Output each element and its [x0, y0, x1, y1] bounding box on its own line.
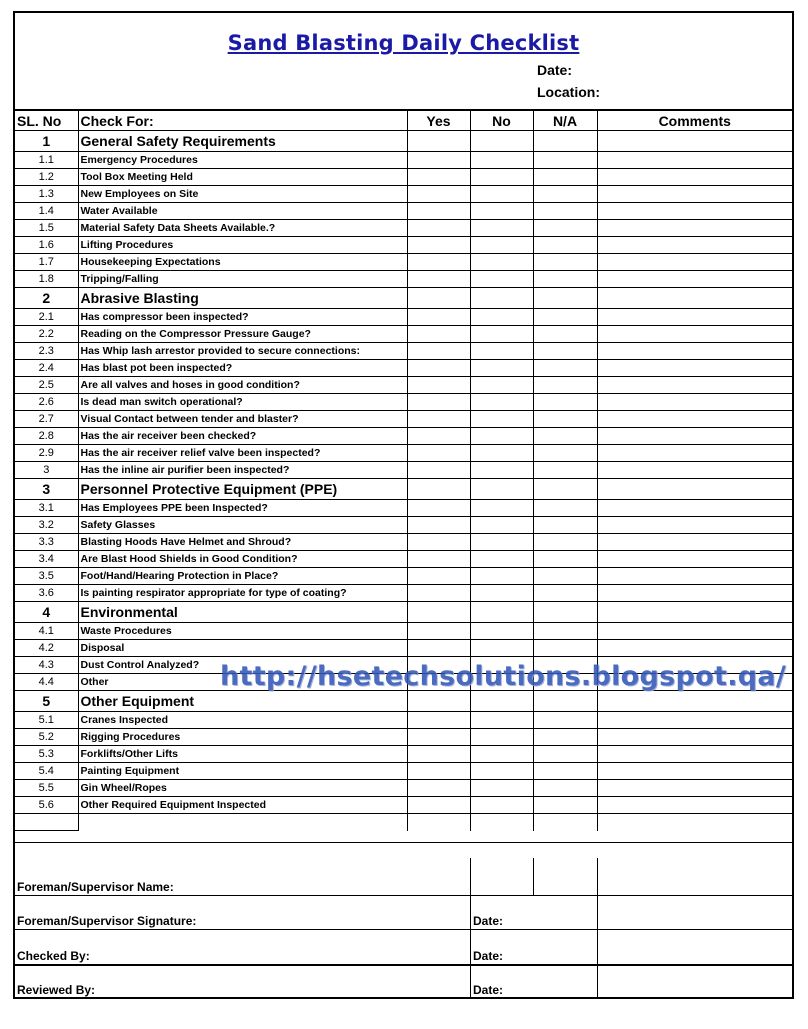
checklist-item-row [15, 797, 792, 814]
item-no-cell[interactable] [470, 309, 533, 326]
item-yes-cell[interactable] [407, 746, 470, 763]
item-text: Has blast pot been inspected? [78, 360, 407, 377]
item-number: 1.5 [15, 220, 78, 237]
checklist-item-row [15, 534, 792, 551]
item-comments-cell[interactable] [597, 377, 792, 394]
item-na-cell[interactable] [533, 640, 597, 657]
section-number: 4 [15, 602, 78, 623]
item-yes-cell[interactable] [407, 411, 470, 428]
blank-row [15, 814, 792, 831]
checklist-item-row [15, 462, 792, 479]
item-comments-cell[interactable] [597, 712, 792, 729]
item-comments-cell[interactable] [597, 534, 792, 551]
item-no-cell[interactable] [470, 763, 533, 780]
signoff-divider-comments [597, 858, 598, 997]
section-title: Environmental [78, 602, 407, 623]
item-no-cell[interactable] [470, 445, 533, 462]
section-comments-cell[interactable] [597, 691, 792, 712]
checklist-item-row [15, 623, 792, 640]
section-header-row [15, 131, 792, 152]
checklist-item-row [15, 169, 792, 186]
item-text: Rigging Procedures [78, 729, 407, 746]
item-text: Has the inline air purifier been inspected? [78, 462, 407, 479]
checklist-item-row [15, 746, 792, 763]
item-text: Forklifts/Other Lifts [78, 746, 407, 763]
signoff-foreman-name-row [15, 842, 792, 896]
item-no-cell[interactable] [470, 377, 533, 394]
item-comments-cell[interactable] [597, 568, 792, 585]
item-yes-cell[interactable] [407, 343, 470, 360]
item-number: 5.3 [15, 746, 78, 763]
item-number: 5.5 [15, 780, 78, 797]
item-text: Safety Glasses [78, 517, 407, 534]
item-number: 3.3 [15, 534, 78, 551]
checked-by-date-label: Date: [473, 949, 504, 963]
item-number: 2.1 [15, 309, 78, 326]
item-yes-cell[interactable] [407, 517, 470, 534]
item-yes-cell[interactable] [407, 534, 470, 551]
item-yes-cell[interactable] [407, 712, 470, 729]
item-text: Disposal [78, 640, 407, 657]
item-number: 4.2 [15, 640, 78, 657]
item-text: Dust Control Analyzed? [78, 657, 407, 674]
item-text: Cranes Inspected [78, 712, 407, 729]
section-no-cell[interactable] [470, 479, 533, 500]
item-number: 2.3 [15, 343, 78, 360]
item-number: 5.4 [15, 763, 78, 780]
item-yes-cell[interactable] [407, 623, 470, 640]
item-yes-cell[interactable] [407, 220, 470, 237]
item-comments-cell[interactable] [597, 623, 792, 640]
item-no-cell[interactable] [470, 220, 533, 237]
checklist-item-row [15, 377, 792, 394]
item-number: 4.1 [15, 623, 78, 640]
checklist-item-row [15, 729, 792, 746]
item-number: 2.8 [15, 428, 78, 445]
section-title: Other Equipment [78, 691, 407, 712]
item-na-cell[interactable] [533, 585, 597, 602]
checklist-item-row [15, 203, 792, 220]
item-na-cell[interactable] [533, 517, 597, 534]
item-yes-cell[interactable] [407, 169, 470, 186]
item-na-cell[interactable] [533, 500, 597, 517]
checklist-table [15, 109, 792, 831]
blank-text-cell [78, 814, 407, 831]
item-na-cell[interactable] [533, 411, 597, 428]
checklist-item-row [15, 568, 792, 585]
item-no-cell[interactable] [470, 780, 533, 797]
checklist-item-row [15, 394, 792, 411]
section-na-cell[interactable] [533, 691, 597, 712]
item-na-cell[interactable] [533, 254, 597, 271]
signoff-divider-na [533, 858, 534, 895]
section-title: General Safety Requirements [78, 131, 407, 152]
item-na-cell[interactable] [533, 271, 597, 288]
item-text: Has Whip lash arrestor provided to secure connections: [78, 343, 407, 360]
section-comments-cell[interactable] [597, 602, 792, 623]
section-header-row [15, 479, 792, 500]
checklist-item-row [15, 517, 792, 534]
item-no-cell[interactable] [470, 186, 533, 203]
item-text: Other Required Equipment Inspected [78, 797, 407, 814]
item-text: Tripping/Falling [78, 271, 407, 288]
item-na-cell[interactable] [533, 462, 597, 479]
item-na-cell[interactable] [533, 568, 597, 585]
item-number: 3.2 [15, 517, 78, 534]
item-number: 3.5 [15, 568, 78, 585]
header-location-label: Location: [537, 84, 600, 100]
item-comments-cell[interactable] [597, 428, 792, 445]
section-number: 1 [15, 131, 78, 152]
item-number: 5.2 [15, 729, 78, 746]
item-number: 1.2 [15, 169, 78, 186]
item-number: 5.1 [15, 712, 78, 729]
item-yes-cell[interactable] [407, 309, 470, 326]
item-text: Has the air receiver been checked? [78, 428, 407, 445]
item-number: 2.9 [15, 445, 78, 462]
signoff-divider-date [470, 858, 471, 997]
item-number: 3 [15, 462, 78, 479]
item-yes-cell[interactable] [407, 394, 470, 411]
item-text: Foot/Hand/Hearing Protection in Place? [78, 568, 407, 585]
checklist-item-row [15, 500, 792, 517]
item-na-cell[interactable] [533, 220, 597, 237]
item-no-cell[interactable] [470, 585, 533, 602]
item-text: Is dead man switch operational? [78, 394, 407, 411]
item-comments-cell[interactable] [597, 517, 792, 534]
item-yes-cell[interactable] [407, 360, 470, 377]
item-na-cell[interactable] [533, 534, 597, 551]
section-yes-cell[interactable] [407, 479, 470, 500]
item-comments-cell[interactable] [597, 500, 792, 517]
item-yes-cell[interactable] [407, 326, 470, 343]
item-text: Are Blast Hood Shields in Good Condition? [78, 551, 407, 568]
checklist-item-row [15, 309, 792, 326]
item-yes-cell[interactable] [407, 640, 470, 657]
section-title: Personnel Protective Equipment (PPE) [78, 479, 407, 500]
blank-na-cell[interactable] [533, 814, 597, 831]
item-no-cell[interactable] [470, 623, 533, 640]
checklist-item-row [15, 360, 792, 377]
item-number: 2.6 [15, 394, 78, 411]
checklist-item-row [15, 445, 792, 462]
item-na-cell[interactable] [533, 186, 597, 203]
section-header-row [15, 288, 792, 309]
checklist-sheet [13, 11, 794, 999]
item-na-cell[interactable] [533, 394, 597, 411]
item-no-cell[interactable] [470, 237, 533, 254]
item-no-cell[interactable] [470, 746, 533, 763]
checklist-item-row [15, 343, 792, 360]
section-number: 2 [15, 288, 78, 309]
item-text: Has Employees PPE been Inspected? [78, 500, 407, 517]
item-na-cell[interactable] [533, 237, 597, 254]
item-no-cell[interactable] [470, 534, 533, 551]
section-comments-cell[interactable] [597, 479, 792, 500]
item-yes-cell[interactable] [407, 462, 470, 479]
col-header-no: No [470, 110, 533, 131]
section-title: Abrasive Blasting [78, 288, 407, 309]
item-comments-cell[interactable] [597, 551, 792, 568]
item-number: 1.8 [15, 271, 78, 288]
item-yes-cell[interactable] [407, 254, 470, 271]
item-comments-cell[interactable] [597, 640, 792, 657]
item-no-cell[interactable] [470, 343, 533, 360]
page-title: Sand Blasting Daily Checklist [227, 31, 580, 55]
section-no-cell[interactable] [470, 691, 533, 712]
item-na-cell[interactable] [533, 551, 597, 568]
item-number: 1.6 [15, 237, 78, 254]
blank-no-cell[interactable] [470, 814, 533, 831]
item-yes-cell[interactable] [407, 377, 470, 394]
item-number: 2.5 [15, 377, 78, 394]
item-na-cell[interactable] [533, 445, 597, 462]
item-yes-cell[interactable] [407, 203, 470, 220]
item-number: 5.6 [15, 797, 78, 814]
item-yes-cell[interactable] [407, 186, 470, 203]
item-text: Material Safety Data Sheets Available.? [78, 220, 407, 237]
item-comments-cell[interactable] [597, 729, 792, 746]
item-comments-cell[interactable] [597, 254, 792, 271]
col-header-check-for: Check For: [78, 110, 407, 131]
item-na-cell[interactable] [533, 309, 597, 326]
item-text: Has the air receiver relief valve been inspected? [78, 445, 407, 462]
item-no-cell[interactable] [470, 169, 533, 186]
item-yes-cell[interactable] [407, 729, 470, 746]
checklist-item-row [15, 712, 792, 729]
checklist-item-row [15, 585, 792, 602]
table-header-row [15, 110, 792, 131]
item-text: New Employees on Site [78, 186, 407, 203]
item-yes-cell[interactable] [407, 428, 470, 445]
item-comments-cell[interactable] [597, 780, 792, 797]
item-text: Reading on the Compressor Pressure Gauge? [78, 326, 407, 343]
item-na-cell[interactable] [533, 377, 597, 394]
item-no-cell[interactable] [470, 152, 533, 169]
item-na-cell[interactable] [533, 797, 597, 814]
item-no-cell[interactable] [470, 394, 533, 411]
section-no-cell[interactable] [470, 288, 533, 309]
section-yes-cell[interactable] [407, 288, 470, 309]
item-comments-cell[interactable] [597, 152, 792, 169]
col-header-na: N/A [533, 110, 597, 131]
section-comments-cell[interactable] [597, 288, 792, 309]
checklist-item-row [15, 152, 792, 169]
item-na-cell[interactable] [533, 343, 597, 360]
item-na-cell[interactable] [533, 152, 597, 169]
item-no-cell[interactable] [470, 568, 533, 585]
item-yes-cell[interactable] [407, 237, 470, 254]
item-text: Blasting Hoods Have Helmet and Shroud? [78, 534, 407, 551]
item-no-cell[interactable] [470, 712, 533, 729]
item-comments-cell[interactable] [597, 763, 792, 780]
item-text: Has compressor been inspected? [78, 309, 407, 326]
checklist-item-row [15, 271, 792, 288]
item-na-cell[interactable] [533, 169, 597, 186]
col-header-sl-no: SL. No [15, 110, 78, 131]
item-na-cell[interactable] [533, 712, 597, 729]
item-text: Emergency Procedures [78, 152, 407, 169]
item-yes-cell[interactable] [407, 445, 470, 462]
item-number: 2.7 [15, 411, 78, 428]
item-yes-cell[interactable] [407, 271, 470, 288]
reviewed-by-date-label: Date: [473, 983, 504, 997]
item-yes-cell[interactable] [407, 152, 470, 169]
item-na-cell[interactable] [533, 326, 597, 343]
checklist-item-row [15, 254, 792, 271]
item-no-cell[interactable] [470, 254, 533, 271]
item-comments-cell[interactable] [597, 169, 792, 186]
header-date-label: Date: [537, 62, 573, 78]
item-yes-cell[interactable] [407, 763, 470, 780]
section-yes-cell[interactable] [407, 602, 470, 623]
section-no-cell[interactable] [470, 131, 533, 152]
item-number: 2.2 [15, 326, 78, 343]
item-number: 1.7 [15, 254, 78, 271]
item-no-cell[interactable] [470, 517, 533, 534]
item-comments-cell[interactable] [597, 394, 792, 411]
item-number: 1.1 [15, 152, 78, 169]
section-number: 5 [15, 691, 78, 712]
col-header-yes: Yes [407, 110, 470, 131]
item-comments-cell[interactable] [597, 360, 792, 377]
checklist-item-row [15, 326, 792, 343]
item-comments-cell[interactable] [597, 343, 792, 360]
item-no-cell[interactable] [470, 360, 533, 377]
checklist-item-row [15, 411, 792, 428]
item-na-cell[interactable] [533, 729, 597, 746]
item-comments-cell[interactable] [597, 462, 792, 479]
item-yes-cell[interactable] [407, 568, 470, 585]
item-comments-cell[interactable] [597, 445, 792, 462]
item-no-cell[interactable] [470, 271, 533, 288]
item-number: 1.4 [15, 203, 78, 220]
watermark-url: http://hsetechsolutions.blogspot.qa/ [220, 661, 787, 692]
item-text: Is painting respirator appropriate for type of coating? [78, 585, 407, 602]
item-number: 3.1 [15, 500, 78, 517]
signoff-foreman-signature-row [15, 895, 792, 930]
reviewed-by-label: Reviewed By: [17, 983, 96, 997]
item-na-cell[interactable] [533, 746, 597, 763]
section-no-cell[interactable] [470, 602, 533, 623]
item-text: Water Available [78, 203, 407, 220]
item-no-cell[interactable] [470, 411, 533, 428]
checklist-item-row [15, 551, 792, 568]
blank-number-cell [15, 814, 78, 831]
item-no-cell[interactable] [470, 500, 533, 517]
item-number: 1.3 [15, 186, 78, 203]
item-text: Visual Contact between tender and blaster? [78, 411, 407, 428]
item-na-cell[interactable] [533, 780, 597, 797]
item-no-cell[interactable] [470, 203, 533, 220]
item-comments-cell[interactable] [597, 746, 792, 763]
item-comments-cell[interactable] [597, 271, 792, 288]
section-na-cell[interactable] [533, 288, 597, 309]
checklist-item-row [15, 780, 792, 797]
item-comments-cell[interactable] [597, 797, 792, 814]
blank-comments-cell[interactable] [597, 814, 792, 831]
foreman-name-label: Foreman/Supervisor Name: [17, 880, 174, 894]
item-number: 4.3 [15, 657, 78, 674]
item-comments-cell[interactable] [597, 309, 792, 326]
item-comments-cell[interactable] [597, 203, 792, 220]
item-yes-cell[interactable] [407, 585, 470, 602]
item-comments-cell[interactable] [597, 585, 792, 602]
item-text: Gin Wheel/Ropes [78, 780, 407, 797]
item-na-cell[interactable] [533, 203, 597, 220]
foreman-signature-label: Foreman/Supervisor Signature: [17, 914, 197, 928]
section-na-cell[interactable] [533, 602, 597, 623]
item-na-cell[interactable] [533, 428, 597, 445]
item-no-cell[interactable] [470, 428, 533, 445]
item-no-cell[interactable] [470, 551, 533, 568]
item-yes-cell[interactable] [407, 780, 470, 797]
item-na-cell[interactable] [533, 623, 597, 640]
item-number: 3.4 [15, 551, 78, 568]
checklist-item-row [15, 237, 792, 254]
signoff-checked-by-row [15, 929, 792, 965]
item-text: Other [78, 674, 407, 691]
item-yes-cell[interactable] [407, 551, 470, 568]
section-number: 3 [15, 479, 78, 500]
item-comments-cell[interactable] [597, 220, 792, 237]
section-header-row [15, 691, 792, 712]
section-comments-cell[interactable] [597, 131, 792, 152]
item-no-cell[interactable] [470, 640, 533, 657]
item-na-cell[interactable] [533, 360, 597, 377]
blank-yes-cell[interactable] [407, 814, 470, 831]
item-no-cell[interactable] [470, 797, 533, 814]
checklist-item-row [15, 220, 792, 237]
item-comments-cell[interactable] [597, 411, 792, 428]
item-comments-cell[interactable] [597, 186, 792, 203]
item-yes-cell[interactable] [407, 500, 470, 517]
item-yes-cell[interactable] [407, 797, 470, 814]
checklist-item-row [15, 428, 792, 445]
col-header-comments: Comments [597, 110, 792, 131]
checklist-item-row [15, 186, 792, 203]
item-text: Painting Equipment [78, 763, 407, 780]
item-number: 4.4 [15, 674, 78, 691]
signoff-reviewed-by-row [15, 964, 792, 999]
item-text: Tool Box Meeting Held [78, 169, 407, 186]
item-na-cell[interactable] [533, 763, 597, 780]
section-yes-cell[interactable] [407, 131, 470, 152]
item-no-cell[interactable] [470, 326, 533, 343]
section-header-row [15, 602, 792, 623]
section-yes-cell[interactable] [407, 691, 470, 712]
item-text: Are all valves and hoses in good condition? [78, 377, 407, 394]
section-na-cell[interactable] [533, 131, 597, 152]
item-no-cell[interactable] [470, 729, 533, 746]
item-no-cell[interactable] [470, 462, 533, 479]
checked-by-label: Checked By: [17, 949, 90, 963]
checklist-item-row [15, 763, 792, 780]
item-text: Waste Procedures [78, 623, 407, 640]
section-na-cell[interactable] [533, 479, 597, 500]
checklist-item-row [15, 640, 792, 657]
item-comments-cell[interactable] [597, 237, 792, 254]
item-number: 3.6 [15, 585, 78, 602]
item-comments-cell[interactable] [597, 326, 792, 343]
item-text: Housekeeping Expectations [78, 254, 407, 271]
item-number: 2.4 [15, 360, 78, 377]
foreman-signature-date-label: Date: [473, 914, 504, 928]
item-text: Lifting Procedures [78, 237, 407, 254]
